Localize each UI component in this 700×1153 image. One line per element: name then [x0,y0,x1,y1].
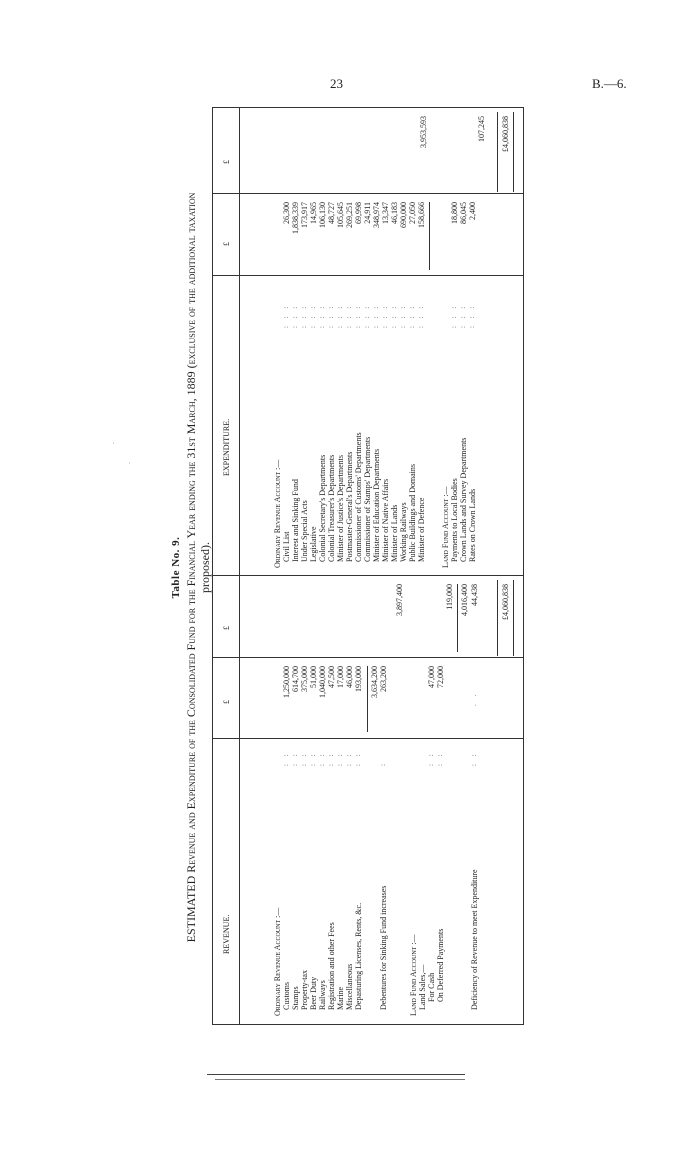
grand-total-rule [497,112,498,192]
table-number: Table No. 9. [170,536,182,599]
expenditure-land-item-amount: 18,800 [450,202,459,224]
revenue-debentures-amount: 263,200 [379,666,388,692]
expenditure-item-amount: 13,347 [381,202,390,224]
expenditure-header-row [213,108,240,576]
expenditure-land-total: 107,245 [477,116,486,142]
expenditure-item-label: Colonial Secretary's Departments [318,454,327,562]
expenditure-section [213,108,523,576]
revenue-land-total: 119,000 [445,584,454,610]
grand-total-rule [513,112,514,192]
revenue-deficiency-label: Deficiency of Revenue to meet Expenditure [470,869,479,1010]
revenue-item-label: Customs [282,981,291,1010]
sum-rule [457,584,458,652]
revenue-debentures-label: Debentures for Sinking Fund increases [379,885,388,1010]
expenditure-item-amount: 158,666 [417,202,426,228]
expenditure-item-label: Minister of Justice's Departments [336,455,345,562]
revenue-currency-1: £ [222,700,231,704]
revenue-expenditure-table [212,107,524,1025]
expenditure-item-label: Colonial Treasurer's Departments [327,454,336,562]
revenue-grand-total: £4,060,838 [501,584,510,620]
revenue-ordinary-subtotal: 3,634,200 [370,666,379,698]
revenue-item-amount: 375,000 [300,666,309,692]
expenditure-body: Ordinary Revenue Account :— Civil List 26,300 Interest and Sinking Fund 1,838,339 Under Special Acts 173,917 Legislative 14,965 Colonial Secretary's Departments 106,130 Colonial Treasurer's Departments 48,727 Minister of Justice's Departments 105,645 Postmaster-General's Departments 269,251 Commissioner of Customs' Departments 69,998 Commissioner of Stamps' Departments 24,911 Minister of Education Departments 348,974 Minister of Native Affairs 13,347 Minister of Lands 46,183 Working Railways 690,000 Public Buildings and Domains 27,050 Minister of Defence 158,666 : : : : : : : : : : : : : : : : : : : : : : : : : : : : : : : : : : : : : : : : : : : : : : : : 3,953,593 Land Fund Account :— Payments to Local Bodies : : : 18,800 Crown Lands and Survey Departments : : : 86,045 Rates on Crown Lands : : : 2,400 107,245 £4,060,838 [239,108,523,576]
expenditure-grand-total: £4,060,838 [501,116,510,152]
revenue-ordinary-total: 3,897,400 [395,584,404,616]
expenditure-item-amount: 27,050 [408,202,417,224]
revenue-item-label: Marine [336,986,345,1010]
revenue-heading: REVENUE. [222,914,231,954]
print-speck: · [128,458,131,468]
revenue-section [213,575,523,1024]
grand-total-rule [497,580,498,656]
revenue-item-label: Registration and other Fees [327,922,336,1010]
expenditure-item-label: Minister of Defence [417,497,426,562]
expenditure-item-amount: 69,998 [354,202,363,224]
expenditure-land-fund-label: Land Fund Account :— [441,486,450,568]
expenditure-item-amount: 106,130 [318,202,327,228]
revenue-item-label: Railways [318,980,327,1010]
expenditure-ordinary-total: 3,953,593 [419,116,428,148]
expenditure-item-label: Commissioner of Stamps' Departments [363,436,372,562]
caption-line-2: proposed). [198,542,212,593]
expenditure-item-amount: 269,251 [345,202,354,228]
expenditure-item-label: Working Railways [399,502,408,562]
revenue-deficiency-amount: 44,438 [470,584,479,606]
expenditure-land-item-amount: 2,400 [468,202,477,220]
expenditure-land-item-amount: 86,045 [459,202,468,224]
expenditure-item-amount: 348,974 [372,202,381,228]
expenditure-item-amount: 46,183 [390,202,399,224]
expenditure-currency-1: £ [222,242,231,246]
expenditure-item-amount: 105,645 [336,202,345,228]
revenue-land-fund-label: Land Fund Account :— [409,934,418,1016]
subtotal-rule [429,202,430,270]
revenue-item-label: Beer Duty [309,976,318,1010]
expenditure-land-item-label: Payments to Local Bodies [450,478,459,562]
expenditure-item-label: Public Buildings and Domains [408,464,417,562]
expenditure-ordinary-account-label: Ordinary Revenue Account :— [273,459,282,568]
page-number: 23 [330,76,343,91]
revenue-ordinary-account-label: Ordinary Revenue Account :— [273,907,282,1016]
revenue-item-label: Depasturing Licenses, Rents, &c. [354,902,363,1010]
subtotal-rule [367,666,368,732]
revenue-item-label: Stamps [291,986,300,1010]
revenue-item-amount: 614,700 [291,666,300,692]
expenditure-item-amount: 173,917 [300,202,309,228]
grand-total-rule [513,580,514,656]
print-speck: · [112,438,115,448]
caption-line-1: ESTIMATED Revenue and Expenditure of the Consolidated Fund for the Financial Year ending the 31st March, 1889 (exclusive of the additional taxation [184,192,198,943]
expenditure-item-label: Minister of Native Affairs [381,478,390,562]
revenue-item-amount: 47,500 [327,666,336,688]
revenue-currency-2: £ [222,626,231,630]
revenue-item-amount: 46,000 [345,666,354,688]
expenditure-item-amount: 14,965 [309,202,318,224]
expenditure-item-label: Minister of Education Departments [372,448,381,562]
revenue-item-amount: 193,000 [354,666,363,692]
expenditure-land-item-label: Crown Lands and Survey Departments [459,437,468,562]
revenue-land-sales-label: Land Sales,— [418,964,427,1010]
expenditure-currency-2: £ [222,160,231,164]
revenue-land-item-label: On Deferred Payments [436,928,445,1002]
revenue-land-item-amount: 72,000 [436,666,445,688]
expenditure-item-label: Legislative [309,526,318,562]
revenue-body: Ordinary Revenue Account :— Customs 1,250,000 Stamps 614,700 Property-tax 375,000 Beer Duty 51,000 Railways 1,040,000 Registration and other Fees 47,500 Marine 17,000 Miscellaneous 46,000 Depasturing Licenses, Rents, &c. 193,000 : : : : : : : : : : : : : : : : : : 3,634,200 Debentures for Sinking Fund increases : 263,200 3,897,400 Land Fund Account :— Land Sales,— For Cash : : 47,000 On Deferred Payments : : 72,000 119,000 4,016,400 Deficiency of Revenue to meet Expenditure : : . . 44,438 £4,060,838 [239,576,523,1024]
revenue-land-item-amount: 47,000 [427,666,436,688]
table-caption [184,105,212,1030]
revenue-sum-total: 4,016,400 [460,584,469,616]
revenue-item-label: Miscellaneous [345,963,354,1010]
revenue-item-label: Property-tax [300,970,309,1010]
expenditure-item-amount: 26,300 [282,202,291,224]
footer-rule [215,1079,465,1080]
expenditure-item-amount: 48,727 [327,202,336,224]
expenditure-item-amount: 690,000 [399,202,408,228]
revenue-item-amount: 1,250,000 [282,666,291,698]
rotated-table-sheet [170,105,530,1030]
expenditure-item-label: Under Special Acts [300,500,309,562]
expenditure-item-amount: 24,911 [363,202,372,224]
expenditure-item-amount: 1,838,339 [291,202,300,234]
expenditure-item-label: Postmaster-General's Departments [345,451,354,562]
revenue-land-item-label: For Cash [427,972,436,1002]
expenditure-item-label: Civil List [282,531,291,562]
document-reference: B.—6. [592,76,627,91]
expenditure-land-item-label: Rates on Crown Lands [468,488,477,562]
revenue-item-amount: 51,000 [309,666,318,688]
expenditure-item-label: Commissioner of Customs' Departments [354,432,363,562]
expenditure-heading: EXPENDITURE. [222,418,231,476]
revenue-item-amount: 1,040,000 [318,666,327,698]
expenditure-item-label: Minister of Lands [390,504,399,562]
revenue-item-amount: 17,000 [336,666,345,688]
revenue-header-row [213,576,240,1024]
footer-rule [207,1074,465,1075]
expenditure-item-label: Interest and Sinking Fund [291,479,300,562]
